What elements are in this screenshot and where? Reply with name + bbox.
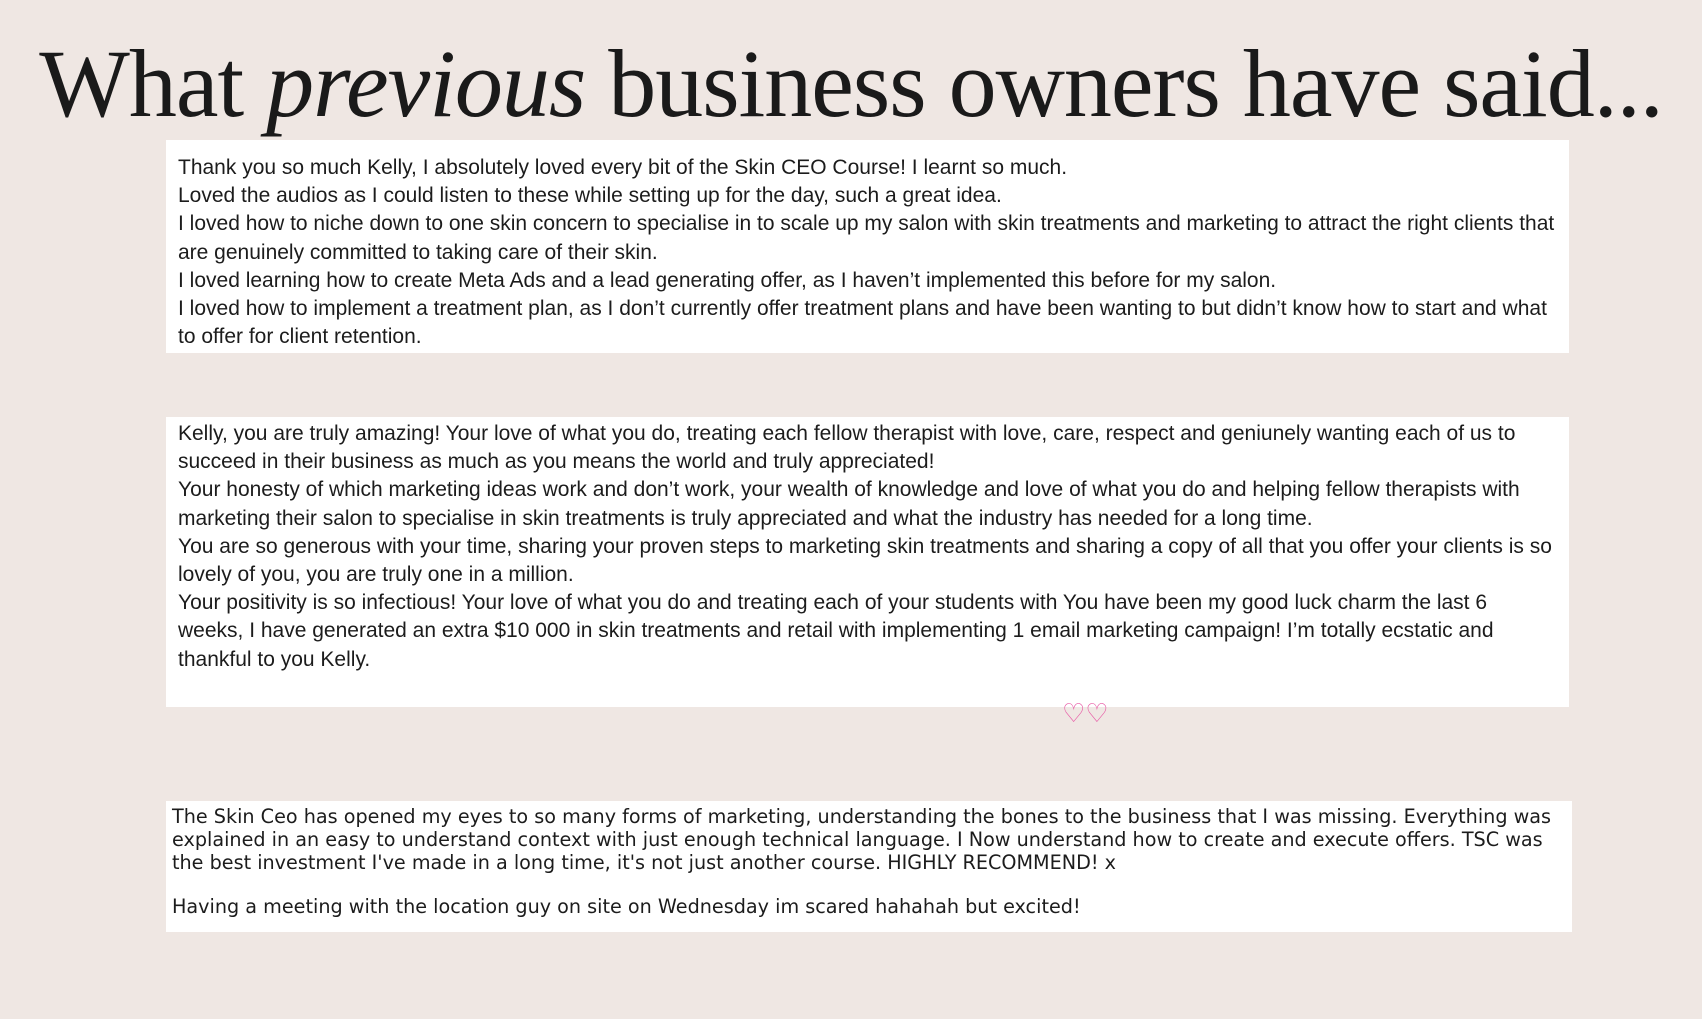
testimonial-2-line-1: Kelly, you are truly amazing! Your love of what you do, treating each fellow therapist with love, care, respect and geniunely wanting each of us to succeed in their business as much as you means the world and truly appreciated! (178, 422, 1516, 474)
headline-italic-word: previous (266, 30, 586, 137)
testimonial-1-line-5: I loved how to implement a treatment plan, as I don’t currently offer treatment plans and have been wanting to but didn’t know how to start and what to offer for client retention. (178, 297, 1547, 349)
testimonial-1-line-4: I loved learning how to create Meta Ads and a lead generating offer, as I haven’t implemented this before for my salon. (178, 268, 1277, 292)
headline-part-1: What (39, 30, 267, 137)
testimonial-card-2 (166, 417, 1569, 707)
testimonial-1-line-2: Loved the audios as I could listen to these while setting up for the day, such a great idea. (178, 184, 1002, 208)
testimonial-1-line-3: I loved how to niche down to one skin concern to specialise in to scale up my salon with skin treatments and marketing to attract the right clients that are genuinely committed to taking care of their skin. (178, 212, 1555, 264)
testimonial-1-line-1: Thank you so much Kelly, I absolutely loved every bit of the Skin CEO Course! I learnt so much. (178, 156, 1068, 179)
testimonial-2-line-2: Your honesty of which marketing ideas work and don’t work, your wealth of knowledge and love of what you do and helping fellow therapists with marketing their salon to specialise in skin treatments is truly appreciated and what the industry has needed for a long time. (178, 478, 1520, 530)
testimonial-2-line-4: Your positivity is so infectious! Your love of what you do and treating each of your students with You have been my good luck charm the last 6 weeks, I have generated an extra $10 000 in skin treatments and retail with implementing 1 email marketing campaign! I’m totally ecstatic and thankful to you Kelly. (178, 591, 1494, 671)
testimonial-3-paragraph-2: Having a meeting with the location guy on site on Wednesday im scared hahahah but excited! (172, 895, 1081, 918)
testimonial-card-3 (166, 801, 1572, 932)
testimonial-2-line-3: You are so generous with your time, sharing your proven steps to marketing skin treatments and sharing a copy of all that you offer your clients is so lovely of you, you are truly one in a million. (178, 534, 1552, 587)
testimonial-card-1 (166, 140, 1569, 353)
page-headline (0, 14, 1702, 154)
paragraph-gap (172, 874, 1566, 895)
testimonial-3-paragraph-1: The Skin Ceo has opened my eyes to so many forms of marketing, understanding the bones to the business that I was missing. Everything was explained in an easy to understand context with just enough technical language. I Now understand how to create and execute offers. TSC was the best investment I've made in a long time, it's not just another course. HIGHLY RECOMMEND! x (172, 805, 1552, 874)
heart-icon: ♡♡ (1062, 698, 1109, 728)
headline-part-2: business owners have said... (585, 30, 1663, 137)
